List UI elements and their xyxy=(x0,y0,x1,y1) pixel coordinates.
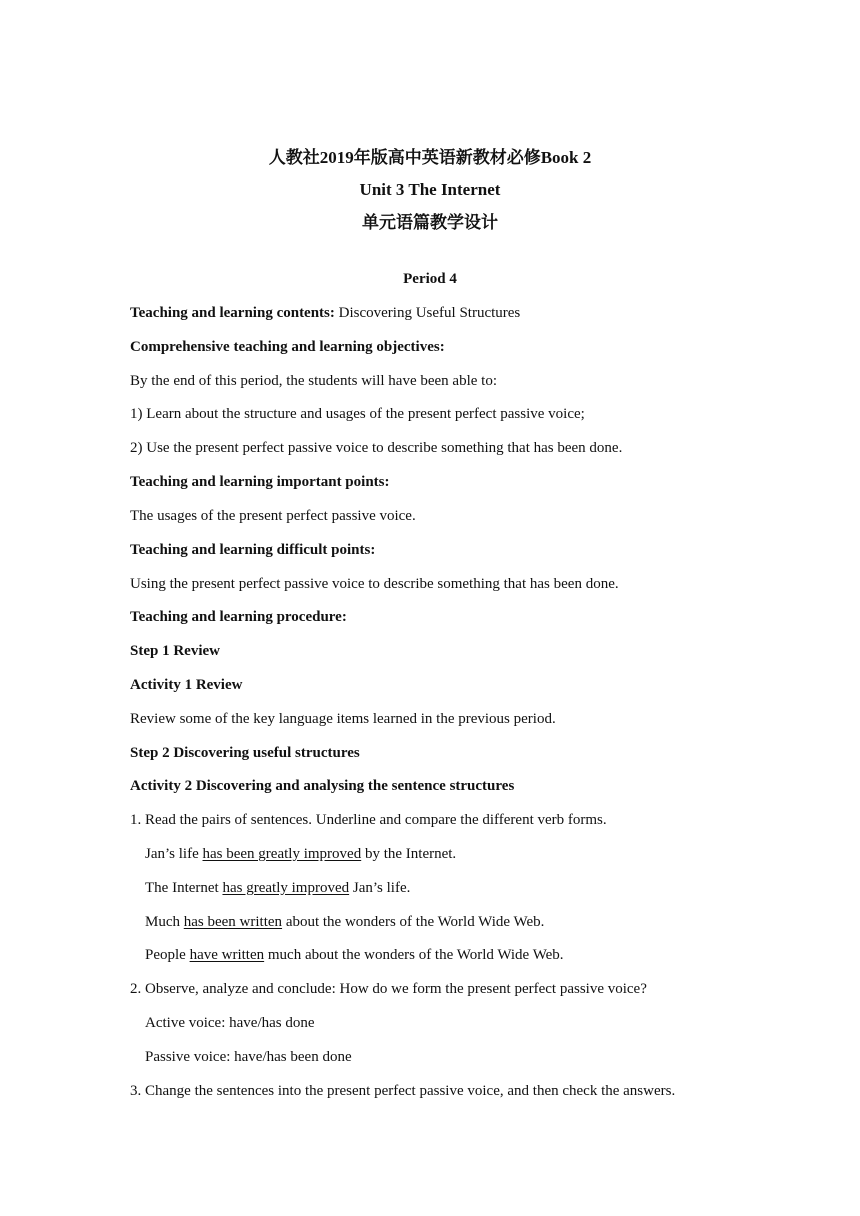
important-points-heading: Teaching and learning important points: xyxy=(130,474,390,490)
sentence-text: Jan’s life. xyxy=(349,880,411,896)
objective-item: 1) Learn about the structure and usages of the present perfect passive voice; xyxy=(130,406,585,422)
activity-1-text: Review some of the key language items learned in the previous period. xyxy=(130,711,556,727)
document-title: 人教社2019年版高中英语新教材必修Book 2 xyxy=(268,148,592,167)
activity-1-heading: Activity 1 Review xyxy=(130,677,243,693)
difficult-points-text: Using the present perfect passive voice to describe something that has been done. xyxy=(130,576,619,592)
example-sentence xyxy=(145,879,410,897)
unit-title: Unit 3 The Internet xyxy=(359,180,501,199)
sentence-text: about the wonders of the World Wide Web. xyxy=(282,914,545,930)
underlined-verb: has been written xyxy=(183,914,283,930)
example-sentence xyxy=(145,946,564,964)
sentence-text: by the Internet. xyxy=(361,846,457,862)
objectives-heading: Comprehensive teaching and learning objectives: xyxy=(130,339,445,355)
task-2-text: 2. Observe, analyze and conclude: How do we form the present perfect passive voice? xyxy=(130,981,647,997)
objectives-intro: By the end of this period, the students will have been able to: xyxy=(130,373,498,389)
underlined-verb: has greatly improved xyxy=(222,880,350,896)
period-heading: Period 4 xyxy=(403,271,457,287)
sentence-text: much about the wonders of the World Wide Web. xyxy=(264,947,564,963)
contents-value: Discovering Useful Structures xyxy=(334,305,521,321)
difficult-points-heading: Teaching and learning difficult points: xyxy=(130,542,376,558)
sentence-text: The Internet xyxy=(145,880,223,896)
design-subtitle: 单元语篇教学设计 xyxy=(362,213,498,232)
sentence-text: People xyxy=(145,947,190,963)
important-points-text: The usages of the present perfect passive voice. xyxy=(130,508,416,524)
step-2-heading: Step 2 Discovering useful structures xyxy=(130,745,360,761)
activity-2-heading: Activity 2 Discovering and analysing the sentence structures xyxy=(130,778,515,794)
sentence-text: Jan’s life xyxy=(145,846,203,862)
underlined-verb: have written xyxy=(189,947,265,963)
passive-voice-rule: Passive voice: have/has been done xyxy=(145,1049,352,1065)
task-1-text: 1. Read the pairs of sentences. Underline and compare the different verb forms. xyxy=(130,812,607,828)
active-voice-rule: Active voice: have/has done xyxy=(145,1015,315,1031)
contents-line xyxy=(130,304,520,322)
contents-label: Teaching and learning contents: xyxy=(130,305,335,321)
underlined-verb: has been greatly improved xyxy=(202,846,362,862)
task-3-text: 3. Change the sentences into the present perfect passive voice, and then check the answers. xyxy=(130,1083,676,1099)
example-sentence xyxy=(145,845,456,863)
objective-item: 2) Use the present perfect passive voice to describe something that has been done. xyxy=(130,440,623,456)
step-1-heading: Step 1 Review xyxy=(130,643,220,659)
example-sentence xyxy=(145,913,544,931)
sentence-text: Much xyxy=(145,914,184,930)
procedure-heading: Teaching and learning procedure: xyxy=(130,609,347,625)
